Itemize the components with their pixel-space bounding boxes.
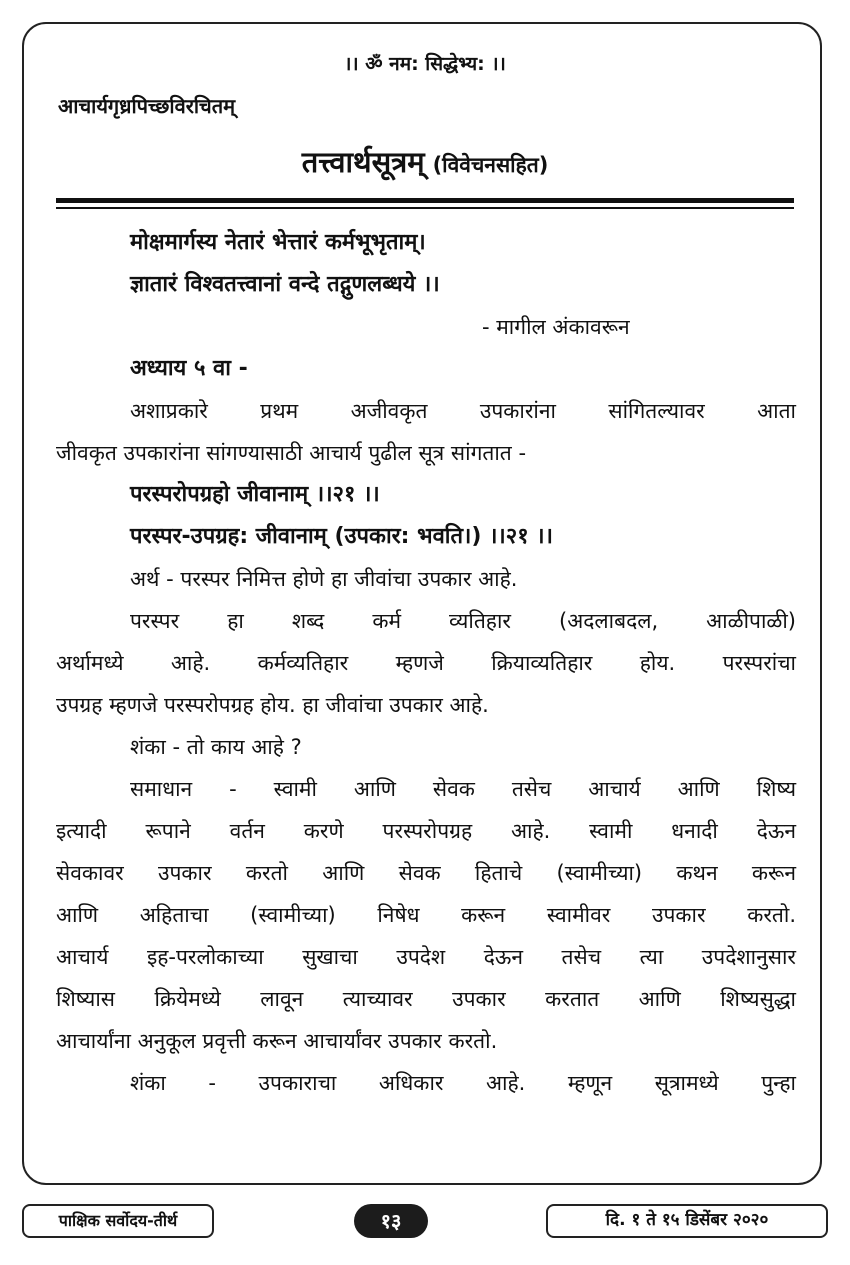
verse-line-2: ज्ञातारं विश्वतत्त्वानां वन्दे तद्गुणलब्धये ।। xyxy=(130,272,440,297)
sutra-explanation: परस्पर-उपग्रह: जीवानाम् (उपकार: भवति।) ।।२१ ।। xyxy=(130,524,553,549)
header-divider-thick xyxy=(56,198,794,203)
title-row xyxy=(0,142,850,181)
header-divider-thin xyxy=(56,207,794,209)
page-number-badge: १३ xyxy=(354,1204,428,1238)
meaning-line: अर्थ - परस्पर निमित्त होणे हा जीवांचा उपकार आहे. xyxy=(130,567,518,591)
paragraph-line: उपग्रह म्हणजे परस्परोपग्रह होय. हा जीवांचा उपकार आहे. xyxy=(56,693,489,717)
page-subtitle: (विवेचनसहित) xyxy=(432,153,549,177)
paragraph-line: इत्यादी रूपाने वर्तन करणे परस्परोपग्रह आहे. स्वामी धनादी देऊन xyxy=(56,819,796,843)
invocation-line: ।। ॐ नम: सिद्धेभ्य: ।। xyxy=(344,53,506,75)
paragraph-line: सेवकावर उपकार करतो आणि सेवक हिताचे (स्वामीच्या) कथन करून xyxy=(56,861,796,885)
paragraph-line: अशाप्रकारे प्रथम अजीवकृत उपकारांना सांगितल्यावर आता xyxy=(130,399,796,423)
paragraph-line: आचार्य इह-परलोकाच्या सुखाचा उपदेश देऊन तसेच त्या उपदेशानुसार xyxy=(56,945,796,969)
paragraph-line: आणि अहिताचा (स्वामीच्या) निषेध करून स्वामीवर उपकार करतो. xyxy=(56,903,796,927)
doubt-line: शंका - उपकाराचा अधिकार आहे. म्हणून सूत्रामध्ये पुन्हा xyxy=(130,1071,796,1095)
paragraph-line: परस्पर हा शब्द कर्म व्यतिहार (अदलाबदल, आळीपाळी) xyxy=(130,609,796,633)
verse-line-1: मोक्षमार्गस्य नेतारं भेत्तारं कर्मभूभृताम्। xyxy=(130,230,426,255)
chapter-heading: अध्याय ५ वा - xyxy=(130,356,248,381)
author-line: आचार्यगृध्रपिच्छविरचितम् xyxy=(58,94,236,118)
article-body xyxy=(56,222,796,1104)
continued-attribution: - मागील अंकावरून xyxy=(482,315,630,339)
paragraph-line: शिष्यास क्रियेमध्ये लावून त्याच्यावर उपकार करतात आणि शिष्यसुद्धा xyxy=(56,987,796,1011)
paragraph-line: समाधान - स्वामी आणि सेवक तसेच आचार्य आणि शिष्य xyxy=(130,777,796,801)
page-title: तत्त्वार्थसूत्रम् xyxy=(301,145,425,179)
paragraph-line: जीवकृत उपकारांना सांगण्यासाठी आचार्य पुढील सूत्र सांगतात - xyxy=(56,441,527,465)
sutra-text: परस्परोपग्रहो जीवानाम् ।।२१ ।। xyxy=(130,482,380,507)
publication-name-box: पाक्षिक सर्वोदय-तीर्थ xyxy=(22,1204,214,1238)
paragraph-line: आचार्यांना अनुकूल प्रवृत्ती करून आचार्यांवर उपकार करतो. xyxy=(56,1029,498,1053)
doubt-line: शंका - तो काय आहे ? xyxy=(130,735,302,759)
paragraph-line: अर्थामध्ये आहे. कर्मव्यतिहार म्हणजे क्रियाव्यतिहार होय. परस्परांचा xyxy=(56,651,796,675)
issue-date-box: दि. १ ते १५ डिसेंबर २०२० xyxy=(546,1204,828,1238)
